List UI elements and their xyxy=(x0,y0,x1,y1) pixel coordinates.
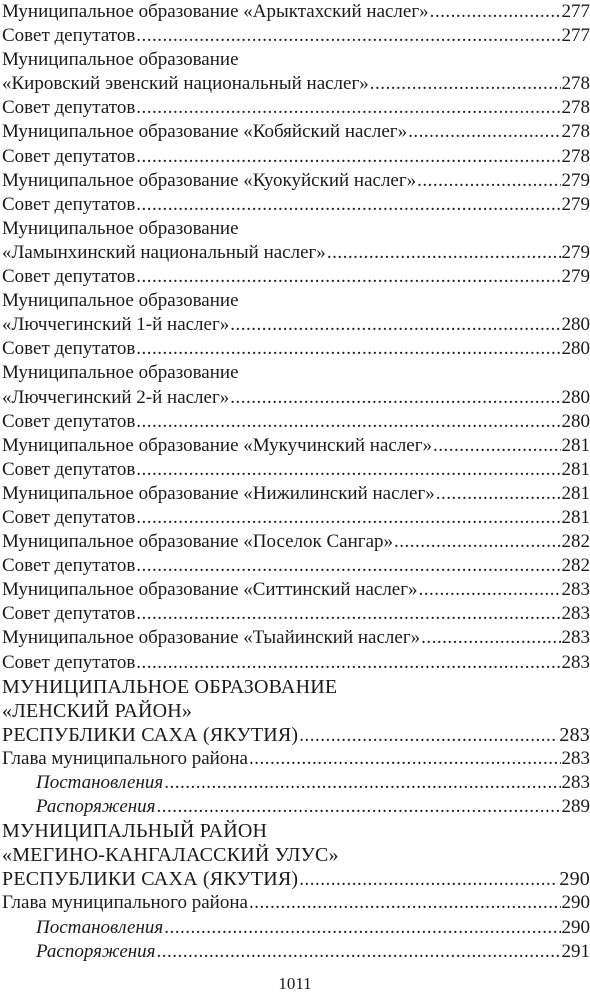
toc-entry-title: Совет депутатов xyxy=(2,506,136,528)
toc-leader-dots xyxy=(421,626,560,650)
toc-entry xyxy=(2,193,590,217)
toc-heading-title: МУНИЦИПАЛЬНОЕ ОБРАЗОВАНИЕ xyxy=(2,675,338,698)
toc-leader-dots xyxy=(299,868,558,891)
toc-leader-dots xyxy=(327,241,561,265)
toc-entry-page: 281 xyxy=(561,506,590,528)
toc-entry xyxy=(2,530,590,554)
toc-entry-page: 290 xyxy=(559,868,590,891)
toc-section-heading xyxy=(2,675,590,699)
toc-entry-page: 280 xyxy=(561,338,590,360)
toc-entry-page: 291 xyxy=(561,940,590,962)
toc-entry-title: Совет депутатов xyxy=(2,651,136,673)
toc-entry-page: 283 xyxy=(561,747,590,769)
toc-entry-title: Совет депутатов xyxy=(2,25,136,47)
toc-entry-title: «Люччегинский 2-й наслег» xyxy=(2,386,230,408)
toc-leader-dots xyxy=(157,795,561,819)
toc-subentry xyxy=(2,916,590,940)
toc-leader-dots xyxy=(136,506,560,530)
toc-entry xyxy=(2,24,590,48)
toc-entry xyxy=(2,361,590,385)
toc-section-heading xyxy=(2,867,590,891)
toc-entry-title: Совет депутатов xyxy=(2,603,136,625)
toc-leader-dots xyxy=(136,193,560,217)
toc-entry-title: Глава муниципального района xyxy=(2,892,248,914)
toc-leader-dots xyxy=(436,482,561,506)
toc-leader-dots xyxy=(417,169,560,193)
toc-heading-title: РЕСПУБЛИКИ САХА (ЯКУТИЯ) xyxy=(2,723,299,746)
toc-entry xyxy=(2,747,590,771)
toc-entry xyxy=(2,386,590,410)
toc-entry-title: Муниципальное образование «Кобяйский наслег» xyxy=(2,121,408,143)
toc-entry xyxy=(2,651,590,675)
toc-entry-page: 281 xyxy=(561,482,590,504)
toc-heading-title: РЕСПУБЛИКИ САХА (ЯКУТИЯ) xyxy=(2,868,299,891)
toc-entry-page: 278 xyxy=(561,145,590,167)
toc-entry-title: Совет депутатов xyxy=(2,555,136,577)
toc-entry-title: Совет депутатов xyxy=(2,266,136,288)
toc-entry-page: 280 xyxy=(561,410,590,432)
toc-entry-page: 280 xyxy=(561,314,590,336)
toc-entry xyxy=(2,410,590,434)
toc-leader-dots xyxy=(136,410,560,434)
toc-leader-dots xyxy=(164,916,560,940)
toc-entry-title: Совет депутатов xyxy=(2,193,136,215)
toc-leader-dots xyxy=(136,602,560,626)
toc-entry-page: 289 xyxy=(561,796,590,818)
toc-entry-title: Совет депутатов xyxy=(2,97,136,119)
toc-entry-title: Муниципальное образование «Нижилинский наслег» xyxy=(2,482,435,504)
toc-leader-dots xyxy=(136,458,560,482)
toc-entry-page: 283 xyxy=(561,627,590,649)
toc-entry-title: Муниципальное образование xyxy=(2,217,239,239)
toc-subentry xyxy=(2,795,590,819)
toc-entry xyxy=(2,482,590,506)
toc-subentry-title: Распоряжения xyxy=(36,796,156,818)
toc-entry xyxy=(2,506,590,530)
toc-leader-dots xyxy=(299,724,558,747)
toc-heading-title: «ЛЕНСКИЙ РАЙОН» xyxy=(2,699,193,722)
toc-entry xyxy=(2,241,590,265)
toc-entry-title: «Ламынхинский национальный наслег» xyxy=(2,241,326,263)
toc-entry-page: 283 xyxy=(561,772,590,793)
toc-section-heading xyxy=(2,699,590,723)
toc-leader-dots xyxy=(136,554,560,578)
toc-leader-dots xyxy=(230,386,560,410)
toc-entry xyxy=(2,169,590,193)
toc-leader-dots xyxy=(136,651,560,675)
toc-entry-page: 277 xyxy=(561,1,590,22)
toc-entry-title: Муниципальное образование «Поселок Сангар» xyxy=(2,531,394,553)
toc-entry-title: «Люччегинский 1-й наслег» xyxy=(2,314,230,336)
toc-entry-page: 282 xyxy=(561,531,590,553)
toc-entry-page: 279 xyxy=(561,169,590,191)
toc-entry-page: 278 xyxy=(561,73,590,95)
toc-entry-title: Муниципальное образование «Арыктахский наслег» xyxy=(2,1,429,22)
toc-leader-dots xyxy=(419,578,561,602)
toc-heading-title: «МЕГИНО-КАНГАЛАССКИЙ УЛУС» xyxy=(2,844,339,867)
toc-leader-dots xyxy=(136,24,560,48)
toc-entry xyxy=(2,891,590,915)
toc-entry xyxy=(2,458,590,482)
toc-leader-dots xyxy=(394,530,560,554)
toc-entry-title: Совет депутатов xyxy=(2,410,136,432)
toc-entry-page: 281 xyxy=(561,434,590,456)
toc-entry-page: 279 xyxy=(561,193,590,215)
toc-leader-dots xyxy=(136,96,560,120)
toc-leader-dots xyxy=(370,72,561,96)
toc-entry-page: 278 xyxy=(561,121,590,143)
toc-entry-page: 290 xyxy=(561,916,590,938)
toc-entry xyxy=(2,265,590,289)
toc-subentry xyxy=(2,771,590,795)
toc-leader-dots xyxy=(430,0,561,24)
toc-entry xyxy=(2,434,590,458)
toc-entry xyxy=(2,72,590,96)
toc-subentry-title: Постановления xyxy=(36,772,164,793)
toc-entry-page: 290 xyxy=(561,892,590,914)
toc-entry-page: 279 xyxy=(561,266,590,288)
toc-entry-title: Муниципальное образование xyxy=(2,362,239,384)
toc-entry-title: Муниципальное образование «Тыайинский наслег» xyxy=(2,627,421,649)
toc-entry xyxy=(2,0,590,24)
toc-heading-title: МУНИЦИПАЛЬНЫЙ РАЙОН xyxy=(2,820,268,843)
toc-leader-dots xyxy=(249,891,561,915)
toc-entry xyxy=(2,602,590,626)
toc-entry xyxy=(2,48,590,72)
toc-leader-dots xyxy=(136,145,560,169)
toc-entry-page: 283 xyxy=(561,651,590,673)
toc-entry xyxy=(2,554,590,578)
toc-entry-page: 281 xyxy=(561,458,590,480)
toc-entry-title: Совет депутатов xyxy=(2,458,136,480)
table-of-contents xyxy=(2,0,590,964)
toc-subentry xyxy=(2,940,590,964)
toc-entry-title: Муниципальное образование xyxy=(2,290,239,312)
toc-leader-dots xyxy=(164,771,560,795)
toc-entry-title: Муниципальное образование «Куокуйский наслег» xyxy=(2,169,417,191)
toc-entry-page: 279 xyxy=(561,241,590,263)
toc-leader-dots xyxy=(408,120,560,144)
toc-leader-dots xyxy=(433,434,560,458)
toc-entry-page: 282 xyxy=(561,555,590,577)
toc-entry-page: 277 xyxy=(561,25,590,47)
toc-entry xyxy=(2,217,590,241)
toc-entry-page: 278 xyxy=(561,97,590,119)
toc-entry-title: Глава муниципального района xyxy=(2,747,248,769)
toc-entry-title: Муниципальное образование «Ситтинский наслег» xyxy=(2,579,418,601)
toc-section-heading xyxy=(2,843,590,867)
toc-entry-page: 283 xyxy=(561,579,590,601)
toc-section-heading xyxy=(2,819,590,843)
toc-entry-title: «Кировский эвенский национальный наслег» xyxy=(2,73,369,95)
toc-entry xyxy=(2,96,590,120)
toc-entry xyxy=(2,578,590,602)
toc-leader-dots xyxy=(230,313,560,337)
page-number: 1011 xyxy=(278,974,312,993)
toc-entry xyxy=(2,313,590,337)
toc-entry xyxy=(2,145,590,169)
toc-leader-dots xyxy=(249,747,561,771)
toc-entry xyxy=(2,120,590,144)
toc-leader-dots xyxy=(136,337,560,361)
toc-entry-page: 280 xyxy=(561,386,590,408)
toc-leader-dots xyxy=(136,265,560,289)
toc-subentry-title: Распоряжения xyxy=(36,940,156,962)
toc-entry-page: 283 xyxy=(561,603,590,625)
toc-section-heading xyxy=(2,723,590,747)
toc-entry xyxy=(2,337,590,361)
toc-entry-page: 283 xyxy=(559,723,590,746)
toc-entry xyxy=(2,626,590,650)
toc-leader-dots xyxy=(157,940,561,964)
toc-entry-title: Совет депутатов xyxy=(2,338,136,360)
toc-entry-title: Муниципальное образование «Мукучинский наслег» xyxy=(2,434,433,456)
toc-entry-title: Совет депутатов xyxy=(2,145,136,167)
toc-entry xyxy=(2,289,590,313)
toc-entry-title: Муниципальное образование xyxy=(2,49,239,71)
toc-subentry-title: Постановления xyxy=(36,916,164,938)
